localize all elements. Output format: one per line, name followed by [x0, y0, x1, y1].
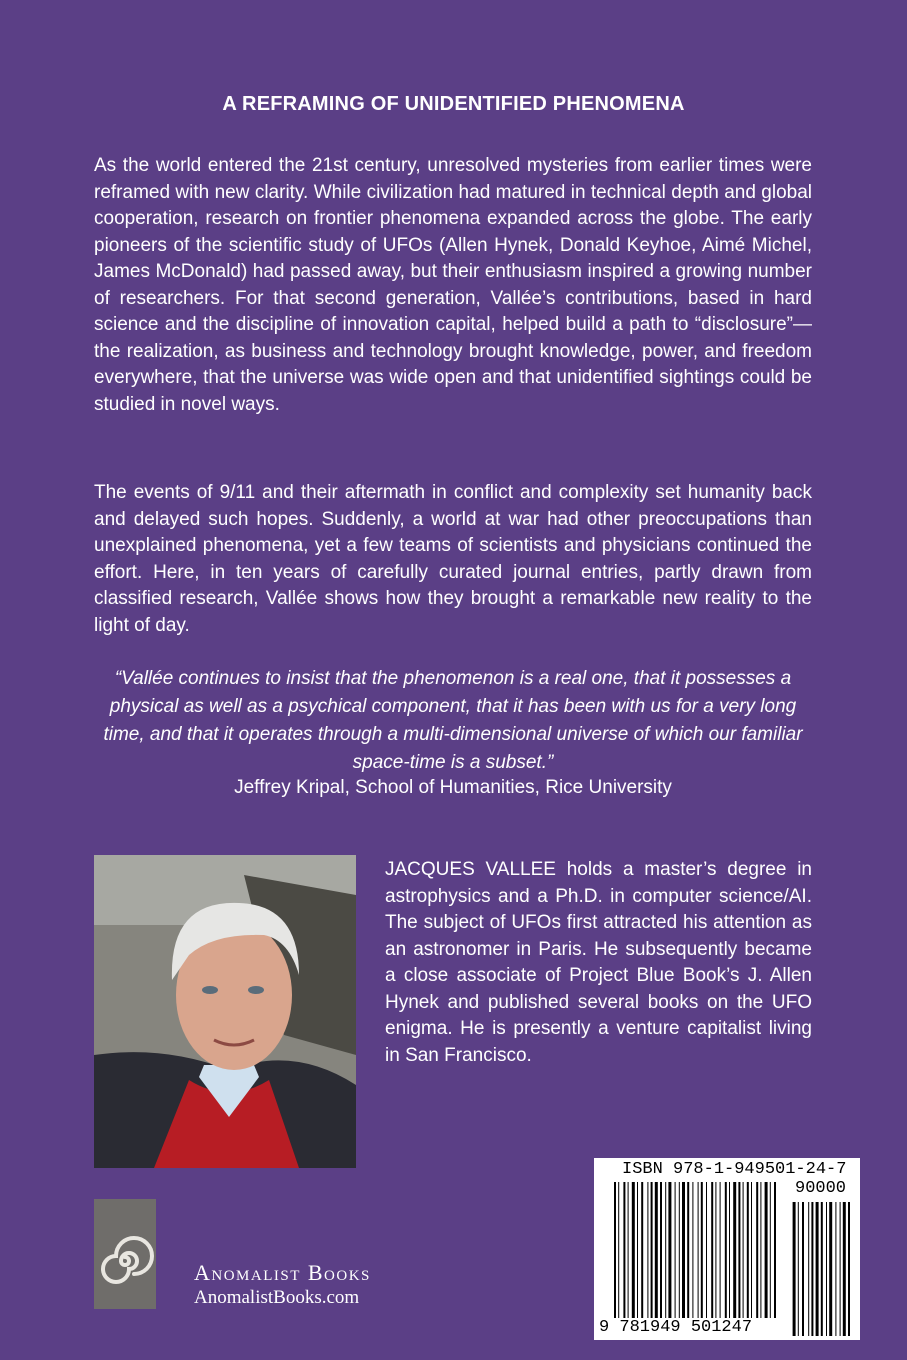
- author-bio: JACQUES VALLEE holds a master’s degree in astrophysics and a Ph.D. in computer science/AI. The subject of UFOs first attracted his attention as an astronomer in Paris. He subsequently became a close associate of Project Blue Book’s J. Allen Hynek and published several books on the UFO enigma. He is presently a venture capitalist living in San Francisco.: [385, 859, 812, 1066]
- barcode-bar: [641, 1182, 643, 1318]
- barcode-bar: [733, 1182, 736, 1318]
- barcode-bar: [668, 1182, 671, 1318]
- barcode-bar: [679, 1182, 680, 1318]
- barcode-bar: [711, 1182, 713, 1318]
- barcode-bar: [682, 1182, 685, 1318]
- isbn-barcode: [594, 1158, 860, 1340]
- barcode-bar: [637, 1182, 638, 1318]
- barcode-bar: [687, 1182, 689, 1318]
- barcode-bar: [623, 1182, 625, 1318]
- description-paragraph-1: As the world entered the 21st century, unresolved mysteries from earlier times were reframed with new clarity. While civilization had matured in technical depth and global cooperation, research on frontier phenomena expanded across the globe. The early pioneers of the scientific study of UFOs (Allen Hynek, Donald Keyhoe, Aimé Michel, James McDonald) had passed away, but their enthusiasm inspired a growing number of researchers. For that second generation, Vallée’s contributions, based in hard science and the discipline of innovation capital, helped build a path to “disclosure”—the realization, as business and technology brought knowledge, power, and freedom everywhere, that the universe was wide open and that unidentified sightings could be studied in novel ways.: [94, 155, 812, 415]
- barcode-bar: [632, 1182, 635, 1318]
- barcode-bar: [618, 1182, 619, 1318]
- addon-bar: [808, 1202, 809, 1336]
- publisher-logo: [94, 1199, 156, 1309]
- addon-bar: [798, 1202, 799, 1336]
- barcode-bar: [715, 1182, 716, 1318]
- ean-digits: 9 781949 501247: [599, 1318, 753, 1337]
- barcode-bar: [665, 1182, 666, 1318]
- barcode-bar: [628, 1182, 629, 1318]
- addon-bar: [826, 1202, 827, 1336]
- addon-bar: [821, 1202, 823, 1336]
- barcode-bar: [655, 1182, 658, 1318]
- barcode-bar: [743, 1182, 744, 1318]
- back-cover-heading: A REFRAMING OF UNIDENTIFIED PHENOMENA: [222, 93, 685, 115]
- barcode-bar: [614, 1182, 616, 1318]
- barcode-bar: [675, 1182, 676, 1318]
- barcode-bar: [660, 1182, 662, 1318]
- barcode-bar: [738, 1182, 740, 1318]
- addon-bar: [840, 1202, 841, 1336]
- barcode-bar: [706, 1182, 707, 1318]
- price-code: 90000: [795, 1179, 847, 1198]
- addon-bar: [848, 1202, 850, 1336]
- review-quote: “Vallée continues to insist that the phenomenon is a real one, that it possesses a physical as well as a psychical component, that it has been with us for a very long time, and that it operates through a multi-dimensional universe of which our familiar space-time is a subset.”: [103, 668, 803, 773]
- barcode-bar: [647, 1182, 648, 1318]
- barcode-bar: [729, 1182, 730, 1318]
- barcode-bar: [701, 1182, 703, 1318]
- barcode-bar: [756, 1182, 758, 1318]
- barcode-bar: [725, 1182, 727, 1318]
- barcode-bar: [720, 1182, 721, 1318]
- addon-bar: [793, 1202, 796, 1336]
- barcode-bar: [698, 1182, 699, 1318]
- barcode-bar: [751, 1182, 752, 1318]
- barcode-bar: [765, 1182, 768, 1318]
- barcode-bar: [760, 1182, 761, 1318]
- addon-bar: [829, 1202, 832, 1336]
- publisher-url: AnomalistBooks.com: [194, 1287, 360, 1308]
- addon-bar: [802, 1202, 804, 1336]
- addon-bar: [816, 1202, 819, 1336]
- barcode-bar: [692, 1182, 693, 1318]
- description-paragraph-2: The events of 9/11 and their aftermath in conflict and complexity set humanity back and delayed such hopes. Suddenly, a world at war had other preoccupations than unexplained phenomena, yet a few teams of scientists and physicians continued the effort. Here, in ten years of carefully curated journal entries, partly drawn from classified research, Vallée shows how they brought a remarkable new reality to the light of day.: [94, 482, 812, 636]
- addon-bar: [843, 1202, 846, 1336]
- barcode-bars: [594, 1158, 860, 1340]
- author-photo: [94, 855, 356, 1168]
- barcode-bar: [651, 1182, 653, 1318]
- barcode-bar: [774, 1182, 776, 1318]
- addon-bar: [835, 1202, 836, 1336]
- addon-bar: [811, 1202, 813, 1336]
- quote-attribution: Jeffrey Kripal, School of Humanities, Rice University: [234, 777, 672, 798]
- publisher-name: Anomalist Books: [194, 1260, 371, 1285]
- isbn-label: ISBN 978-1-949501-24-7: [622, 1160, 847, 1179]
- barcode-bar: [747, 1182, 749, 1318]
- barcode-bar: [770, 1182, 771, 1318]
